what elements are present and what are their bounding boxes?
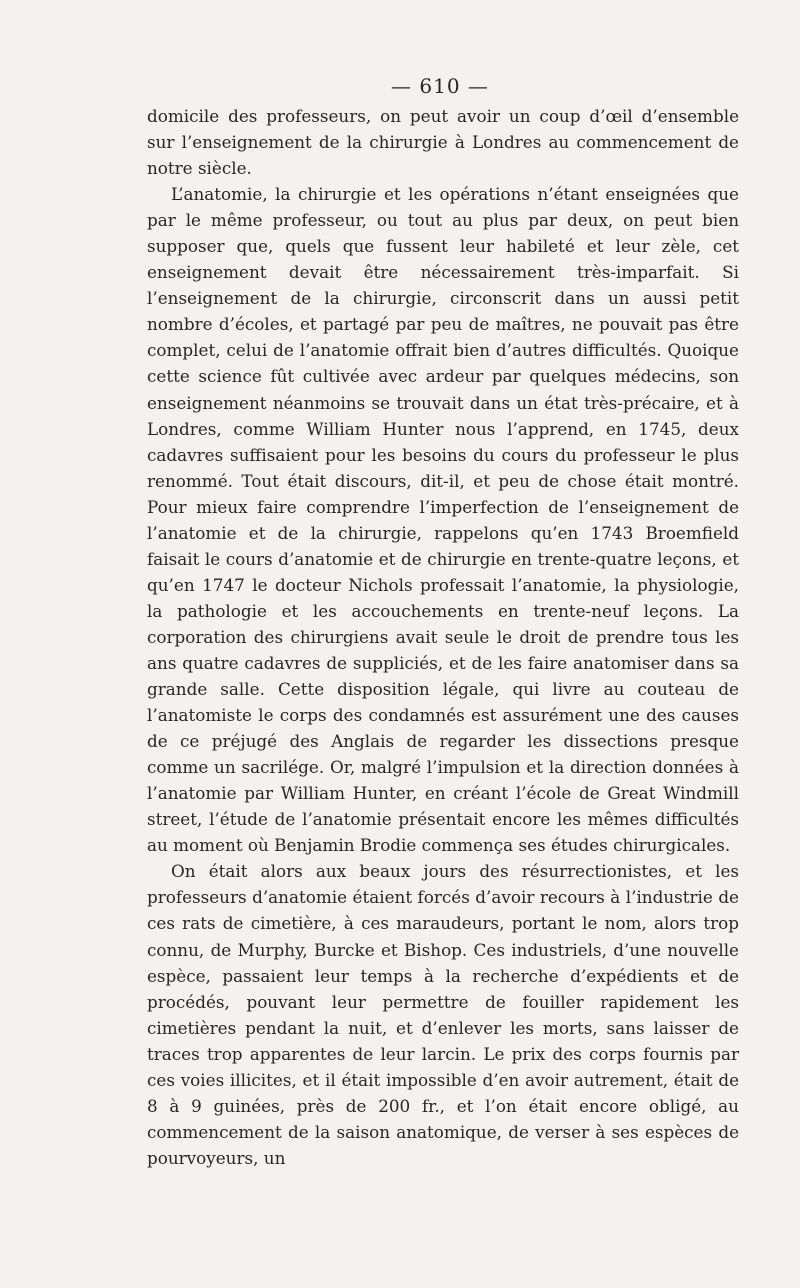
- paragraph-resurrectionists: On était alors aux beaux jours des résurrectionistes, et les professeurs d’anatomie étaient forcés d’avoir recours à l’industrie de ces rats de cimetière, à ces maraudeurs, portant le nom, alors trop connu, de Murphy, Burcke et Bishop. Ces industriels, d’une nouvelle espèce, passaient leur temps à la recherche d’expédients et de procédés, pouvant leur permettre de fouiller rapidement les cimetières pendant la nuit, et d’enlever les morts, sans laisser de traces trop apparentes de leur larcin. Le prix des corps fournis par ces voies illicites, et il était impossible d’en avoir autrement, était de 8 à 9 guinées, près de 200 fr., et l’on était encore obligé, au commencement de la saison anatomique, de verser à ses espèces de pourvoyeurs, un: [147, 861, 739, 1168]
- page-number: — 610 —: [391, 74, 489, 98]
- body-text: [147, 103, 739, 1171]
- paragraph-continuation: domicile des professeurs, on peut avoir un coup d’œil d’ensemble sur l’enseignement de la chirurgie à Londres au commencement de notre siècle.: [147, 106, 739, 179]
- paragraph-anatomy-teaching: L’anatomie, la chirurgie et les opérations n’étant enseignées que par le même professeur, ou tout au plus par deux, on peut bien supposer que, quels que fussent leur habileté et leur zèle, cet enseignement devait être nécessairement très-imparfait. Si l’enseignement de la chirurgie, circonscrit dans un aussi petit nombre d’écoles, et partagé par peu de maîtres, ne pouvait pas être complet, celui de l’anatomie offrait bien d’autres difficultés. Quoique cette science fût cultivée avec ardeur par quelques médecins, son enseignement néanmoins se trouvait dans un état très-précaire, et à Londres, comme William Hunter nous l’apprend, en 1745, deux cadavres suffisaient pour les besoins du cours du professeur le plus renommé. Tout était discours, dit-il, et peu de chose était montré. Pour mieux faire comprendre l’imperfection de l’enseignement de l’anatomie et de la chirurgie, rappelons qu’en 1743 Broemfield faisait le cours d’anatomie et de chirurgie en trente-quatre leçons, et qu’en 1747 le docteur Nichols professait l’anatomie, la physiologie, la pathologie et les accouchements en trente-neuf leçons. La corporation des chirurgiens avait seule le droit de prendre tous les ans quatre cadavres de suppliciés, et de les faire anatomiser dans sa grande salle. Cette disposition légale, qui livre au couteau de l’anatomiste le corps des condamnés est assurément une des causes de ce préjugé des Anglais de regarder les dissections presque comme un sacrilége. Or, malgré l’impulsion et la direction données à l’anatomie par William Hunter, en créant l’école de Great Windmill street, l’étude de l’anatomie présentait encore les mêmes difficultés au moment où Benjamin Brodie commença ses études chirurgicales.: [147, 184, 739, 856]
